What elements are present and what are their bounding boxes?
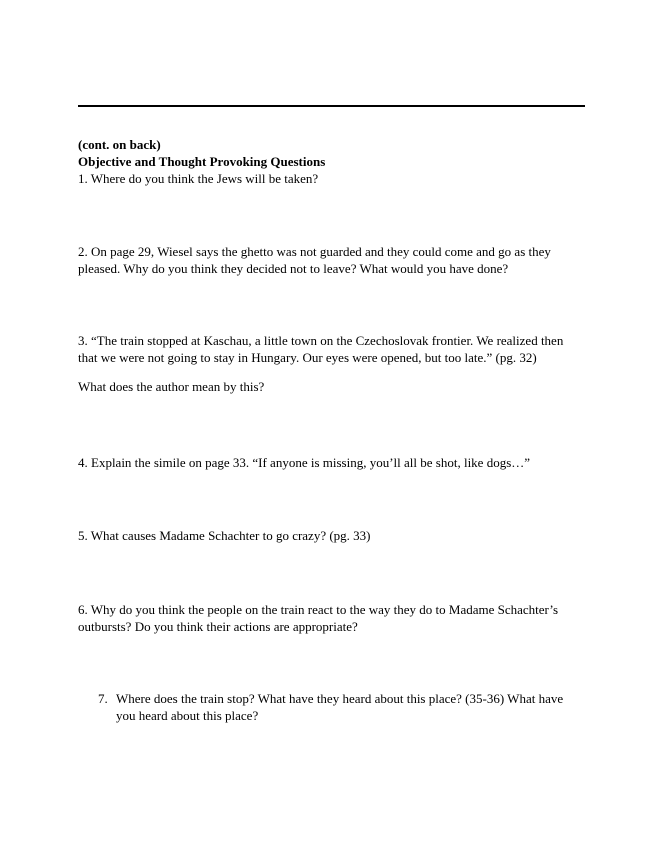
question-7-number: 7. (98, 691, 108, 706)
question-6-line-1: 6. Why do you think the people on the train react to the way they do to Madame Schachter’s (78, 602, 559, 617)
question-3-line-1: 3. “The train stopped at Kaschau, a little town on the Czechoslovak frontier. We realized then (78, 333, 564, 348)
question-4-line-1: 4. Explain the simile on page 33. “If anyone is missing, you’ll all be shot, like dogs…” (78, 455, 531, 470)
question-4 (78, 454, 590, 471)
question-3 (78, 332, 590, 366)
question-7-line-2: you heard about this place? (116, 708, 259, 723)
question-7-text (116, 690, 563, 724)
question-2-line-2: pleased. Why do you think they decided not to leave? What would you have done? (78, 261, 509, 276)
question-5 (78, 527, 590, 544)
question-1 (78, 170, 590, 187)
question-5-line-1: 5. What causes Madame Schachter to go crazy? (pg. 33) (78, 528, 371, 543)
question-7 (98, 690, 578, 724)
question-2 (78, 243, 590, 277)
answer-line (78, 105, 585, 107)
question-6-line-2: outbursts? Do you think their actions are appropriate? (78, 619, 358, 634)
question-6 (78, 601, 590, 635)
question-3-follow-up: What does the author mean by this? (78, 379, 265, 394)
cont-note: (cont. on back) (78, 137, 161, 152)
section-title: Objective and Thought Provoking Questions (78, 154, 326, 169)
question-1-line-1: 1. Where do you think the Jews will be taken? (78, 171, 319, 186)
question-7-line-1: Where does the train stop? What have they heard about this place? (35-36) What have (116, 691, 564, 706)
question-3-line-2: that we were not going to stay in Hungary. Our eyes were opened, but too late.” (pg. 32) (78, 350, 537, 365)
question-2-line-1: 2. On page 29, Wiesel says the ghetto was not guarded and they could come and go as they (78, 244, 551, 259)
